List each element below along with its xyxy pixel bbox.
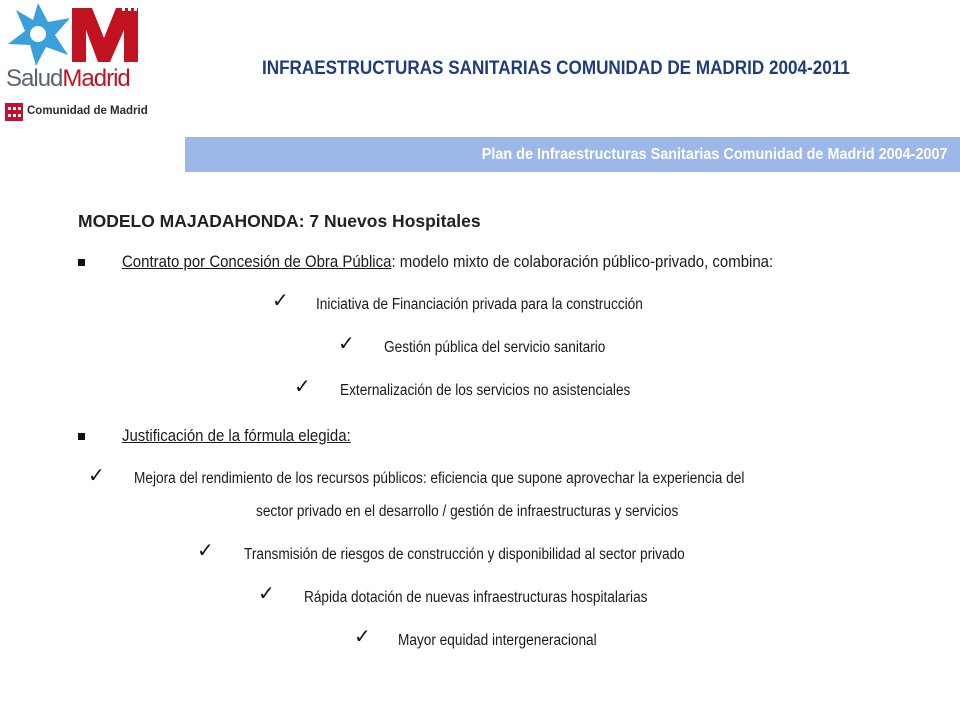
checkmark-icon: ✓ <box>258 583 275 605</box>
brand-wordmark: SaludMadrid <box>6 65 130 92</box>
bullet-contract <box>122 252 773 272</box>
square-bullet-icon <box>78 433 85 440</box>
contract-underlined: Contrato por Concesión de Obra Pública <box>122 252 392 271</box>
saludmadrid-logo <box>0 0 150 125</box>
square-bullet-icon <box>78 259 85 266</box>
list-item-continuation: sector privado en el desarrollo / gestión de infraestructuras y servicios <box>256 503 679 520</box>
madrid-flag-icon <box>5 103 23 121</box>
checkmark-icon: ✓ <box>354 626 371 648</box>
checkmark-icon: ✓ <box>338 333 355 355</box>
list-item: Rápida dotación de nuevas infraestructuras hospitalarias <box>304 589 648 606</box>
list-item: Mejora del rendimiento de los recursos públicos: eficiencia que supone aprovechar la experiencia del <box>134 470 745 487</box>
checkmark-icon: ✓ <box>294 376 311 398</box>
checkmark-icon: ✓ <box>197 540 214 562</box>
subtitle-bar <box>185 137 960 172</box>
list-item: Gestión pública del servicio sanitario <box>384 339 606 356</box>
list-item: Transmisión de riesgos de construcción y disponibilidad al sector privado <box>244 546 685 563</box>
institution-name: Comunidad de Madrid <box>27 105 148 117</box>
list-item: Iniciativa de Financiación privada para la construcción <box>316 296 643 313</box>
bullet-justification <box>122 426 351 446</box>
list-item: Mayor equidad intergeneracional <box>398 632 597 649</box>
checkmark-icon: ✓ <box>88 465 105 487</box>
subtitle: Plan de Infraestructuras Sanitarias Comunidad de Madrid 2004-2007 <box>482 146 948 163</box>
section-heading: MODELO MAJADAHONDA: 7 Nuevos Hospitales <box>78 211 481 231</box>
page-title: INFRAESTRUCTURAS SANITARIAS COMUNIDAD DE MADRID 2004-2011 <box>262 58 850 79</box>
saludmadrid-emblem <box>0 0 150 70</box>
checkmark-icon: ✓ <box>272 290 289 312</box>
contract-rest: : modelo mixto de colaboración público-privado, combina: <box>391 252 774 271</box>
justification-underlined: Justificación de la fórmula elegida: <box>122 426 351 445</box>
list-item: Externalización de los servicios no asistenciales <box>340 382 631 399</box>
